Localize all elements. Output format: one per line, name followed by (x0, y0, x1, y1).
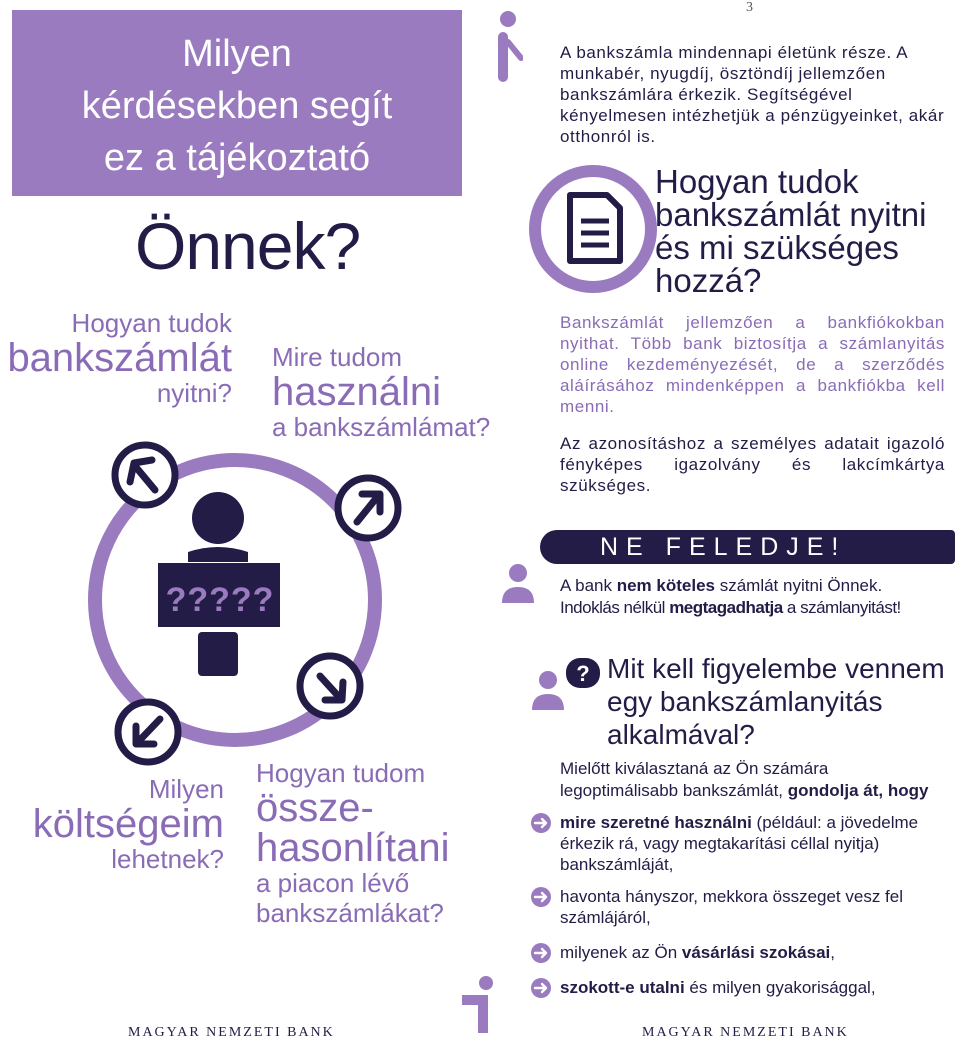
footer-right: MAGYAR NEMZETI BANK (642, 1025, 849, 1040)
question-use-account: Mire tudom használni a bankszámlámat? (272, 342, 491, 442)
walking-figure-bottom-icon (458, 975, 498, 1033)
arrow-right-icon (530, 812, 552, 834)
arrow-right-icon (530, 942, 552, 964)
page-number: 3 (746, 0, 753, 15)
question-open-account: Hogyan tudok bankszámlát nyitni? (7, 308, 232, 408)
paragraph-id: Az azonosításhoz a személyes adatait igazoló fényképes igazolvány és lakcímkártya szükséges. (560, 434, 945, 495)
person-sign-text: ????? (165, 581, 275, 619)
intro-text: A bankszámla mindennapi életünk része. A munkabér, nyugdíj, ösztöndíj jellemzően bankszámlára érkezik. Segítségével kényelmesen intézhetjük a pénzügyeinket, akár otthonról is. (560, 43, 945, 146)
bullet-shopping: milyenek az Ön vásárlási szokásai, (530, 942, 955, 964)
arrow-down-left-icon (118, 702, 178, 762)
bullet-usage: mire szeretné használni (például: a jövedelme érkezik rá, vagy megtakarítási céllal nyitja) bankszámláját, (530, 812, 955, 875)
document-icon (527, 163, 659, 295)
heading-consider: Mit kell figyelembe vennem egy bankszámlanyitás alkalmával? (607, 653, 945, 750)
person-head-icon (192, 492, 244, 544)
header-onnek: Önnek? (135, 209, 361, 283)
svg-text:?: ? (576, 661, 590, 686)
walking-figure-icon (493, 10, 523, 82)
footer-left: MAGYAR NEMZETI BANK (128, 1025, 335, 1040)
question-compare: Hogyan tudom össze- hasonlítani a piacon lévő bankszámlákat? (256, 758, 450, 928)
paragraph-branch: Bankszámlát jellemzően a bankfiókokban nyithat. Több bank biztosítja a számlanyitás online kezdeményezését, de a szerződés aláírásához mindenképpen a bankfiókba kell menni. (560, 313, 945, 416)
arrow-down-right-icon (300, 656, 360, 716)
reminder-title: NE FELEDJE! (600, 533, 847, 561)
arrow-right-icon (530, 886, 552, 908)
arrow-up-right-icon (338, 478, 398, 538)
reminder-line-1: A bank nem köteles számlát nyitni Önnek. (560, 576, 883, 595)
reminder-line-2: Indoklás nélkül megtagadhatja a számlanyitást! (560, 598, 901, 617)
question-person-icon (530, 652, 604, 712)
arrow-right-icon (530, 977, 552, 999)
arrow-up-left-icon (115, 445, 175, 505)
consider-intro: Mielőtt kiválasztaná az Ön számára legoptimálisabb bankszámlát, gondolja át, hogy (560, 759, 929, 800)
bullet-transfers: szokott-e utalni és milyen gyakorisággal, (530, 977, 955, 999)
heading-open-account: Hogyan tudok bankszámlát nyitni és mi szükséges hozzá? (655, 163, 927, 299)
header-title: Milyen kérdésekben segít ez a tájékoztató (81, 33, 393, 179)
bullet-withdrawals: havonta hányszor, mekkora összeget vesz fel számlájáról, (530, 886, 955, 928)
question-costs: Milyen költségeim lehetnek? (32, 774, 224, 874)
